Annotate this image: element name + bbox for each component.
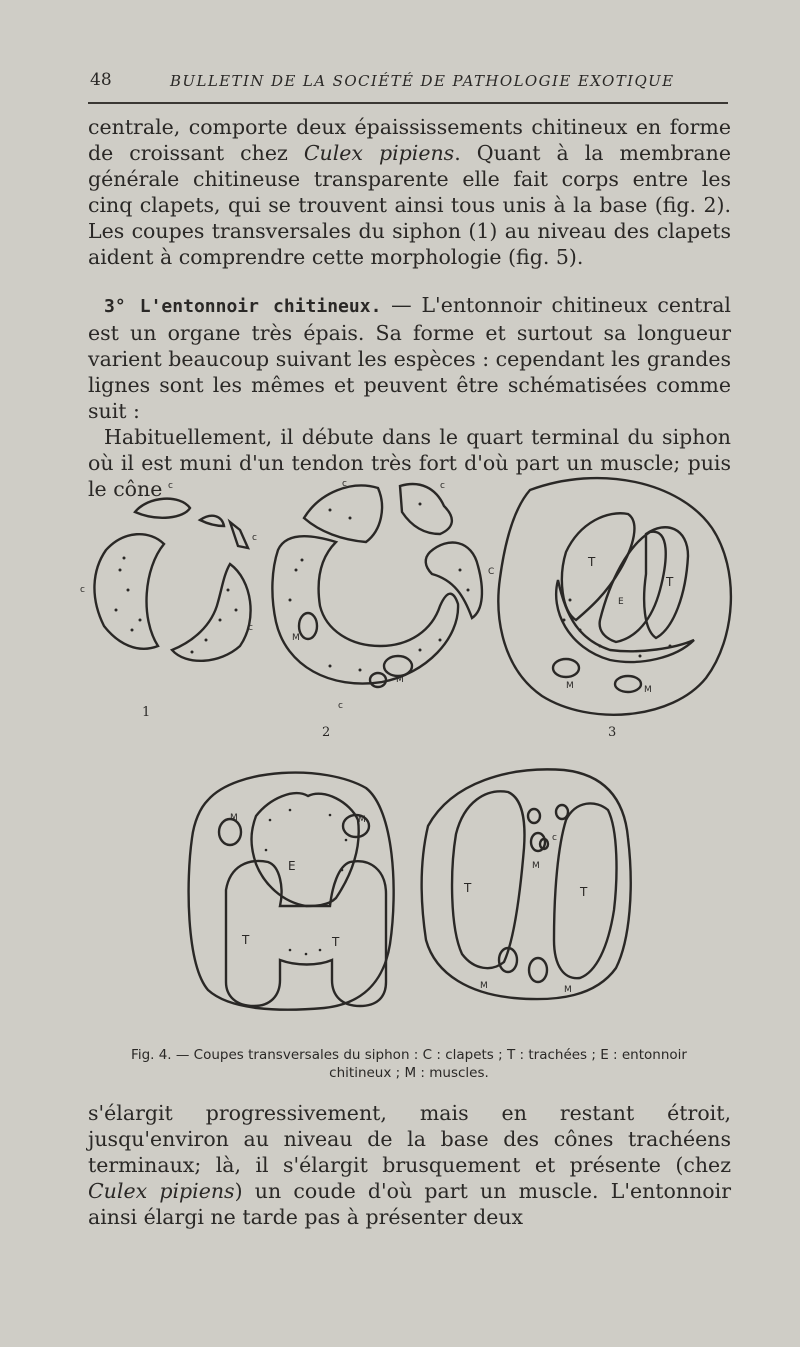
running-header [88,68,728,104]
caption-line-2: chitineux ; M : muscles. [329,1065,489,1081]
paragraph-1-text-a: centrale, comporte deux épaississements chitineux en forme de croissant chez [88,115,731,165]
label-T: T [666,575,674,589]
label-M: M [564,985,572,995]
label-c: c [168,481,173,491]
label-c: c [80,585,85,595]
section-1-drawing [94,499,250,661]
label-c: c [552,833,557,843]
label-E: E [288,859,296,873]
species-name: Culex pipiens [88,1179,235,1203]
journal-title: BULLETIN DE LA SOCIÉTÉ DE PATHOLOGIE EXOTIQUE [170,72,675,90]
paragraph-3-text: Habituellement, il débute dans le quart terminal du siphon où il est muni d'un tendon très fort d'où part un muscle; puis le cône [88,425,731,501]
label-c: c [248,623,253,633]
section-3-drawing [498,478,731,715]
label-c: c [342,479,347,489]
paragraph-1 [88,114,731,270]
section-2-drawing [272,484,482,687]
paragraph-1-text-b: . Quant à la membrane générale chitineuse transparente elle fait corps entre les cinq clapets, qui se trouvent ainsi tous unis à la base (fig. 2). Les coupes transversales du siphon (1) au niveau des clapets aident à comprendre cette morphologie (fig. 5). [88,141,731,269]
label-M: M [532,861,540,871]
figure-caption [86,1046,732,1082]
label-M: M [358,815,366,825]
label-M: M [230,813,238,823]
section-4-drawing [189,773,394,1010]
label-M: M [480,981,488,991]
figure-4-illustration [80,470,740,1030]
panel-number-2: 2 [322,725,331,740]
paragraph-4-text-b: ) un coude d'où part un muscle. L'entonnoir ainsi élargi ne tarde pas à présenter deux [88,1179,731,1229]
paragraph-4-text-a: s'élargit progressivement, mais en restant étroit, jusqu'environ au niveau de la base des cônes trachéens terminaux; là, il s'élargit brusquement et présente (chez [88,1101,731,1177]
label-c: c [252,533,257,543]
text-block-bottom [88,1100,731,1230]
paragraph-4 [88,1100,731,1230]
label-T: T [464,881,472,895]
figure-labels [80,479,674,995]
panel-number-3: 3 [608,725,617,740]
label-E: E [618,597,624,607]
label-C: C [488,567,495,577]
species-name: Culex pipiens [303,141,455,165]
label-M: M [396,675,404,685]
label-c: c [338,701,343,711]
label-T: T [588,555,596,569]
caption-line-1: Fig. 4. — Coupes transversales du siphon : C : clapets ; T : trachées ; E : entonnoir [131,1047,687,1063]
label-M: M [292,633,300,643]
label-T: T [242,933,250,947]
paragraph-2 [88,292,731,424]
label-T: T [332,935,340,949]
text-block-top [88,114,731,502]
label-c: c [440,481,445,491]
label-M: M [644,685,652,695]
label-M: M [566,681,574,691]
section-heading: 3° L'entonnoir chitineux. [104,296,382,317]
panel-number-1: 1 [142,705,151,720]
paragraph-2-text: — L'entonnoir chitineux central est un organe très épais. Sa forme et surtout sa longueur varient beaucoup suivant les espèces : cependant les grandes lignes sont les mêmes et peuvent être schématisées comme suit : [88,293,731,423]
page-number: 48 [90,70,112,90]
section-5-drawing [422,769,631,999]
label-T: T [580,885,588,899]
